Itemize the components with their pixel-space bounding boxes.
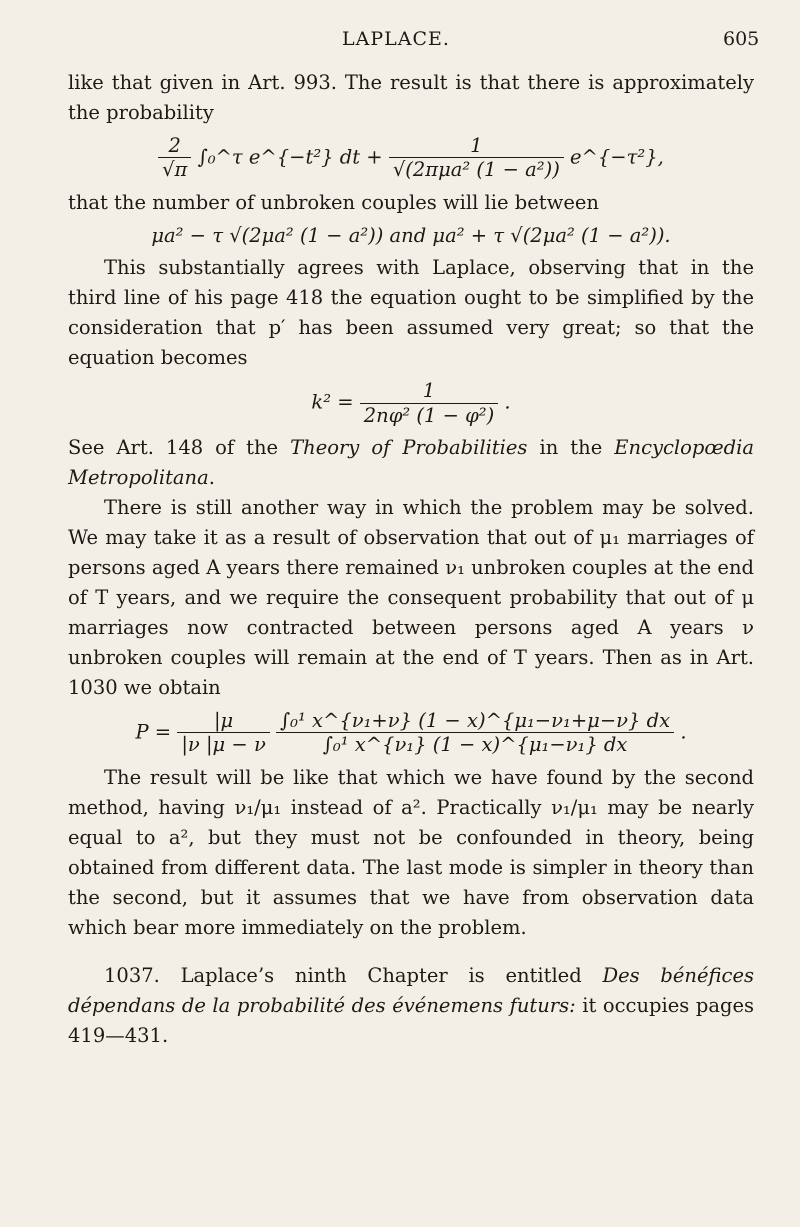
equation-bounds: μa² − τ √(2μa² (1 − a²)) and μa² + τ √(2μa² (1 − a²)). — [151, 223, 671, 247]
page-header — [0, 24, 800, 54]
integral-term: ∫₀^τ e^{−t²} dt + — [197, 145, 383, 169]
paragraph-5: There is still another way in which the problem may be solved. We may take it as a result of observation that out of μ₁ marriages of persons aged A years there remained ν₁ unbroken couples at the end of T years, and we require the consequent probability that out of μ marriages now contracted between persons aged A years ν unbroken couples will remain at the end of T years. Then as in Art. 1030 we obtain — [68, 495, 754, 699]
k-fraction: $\frac{1}{\text{2nφ² (1 − φ²)}}$ — [360, 379, 498, 427]
book-title-encyclopaedia: Encyclopœdia Metropolitana — [68, 435, 755, 489]
book-title-theory: Theory of Probabilities — [290, 435, 528, 459]
equation-probability — [68, 134, 754, 182]
page-number: 605 — [723, 28, 760, 50]
exponential-term: e^{−τ²}, — [570, 145, 664, 169]
paragraph-6: The result will be like that which we have found by the second method, having ν₁/μ₁ instead of a². Practically ν₁/μ₁ may be nearly equal to a², but they must not be confounded in theory, being obtained from different data. The last mode is simpler in theory than the second, but it assumes that we have from observation data which bear more immediately on the problem. — [68, 765, 754, 939]
chapter-title: Des bénéfices dépendans de la probabilité des événemens futurs: — [68, 963, 754, 1017]
paragraph-1: like that given in Art. 993. The result is that there is approximately the probability — [68, 71, 754, 124]
paragraph-7: 1037. Laplace’s ninth Chapter is entitled Des bénéfices dépendans de la probabilité des événemens futurs: it occupies pages 419—431. — [68, 963, 755, 1047]
correction-fraction: $\frac{1}{\text{√(2πμa² (1 − a²))}}$ — [389, 134, 564, 182]
paragraph-3: This substantially agrees with Laplace, observing that in the third line of his page 418 the equation ought to be simplified by the consideration that p′ has been assumed very great; so that the equation becomes — [68, 256, 754, 370]
equation-k-squared: k² = $\frac{1}{\text{2nφ² (1 − φ²)}}$ . — [311, 379, 511, 427]
equation-P: P = $\frac{|\mu}{|\nu |\mu - \nu}$ $\frac{\text{∫₀¹ x\textasciicircum{}\{ν₁+ν\} (1 − x)\textasciicircum{}\{μ₁−ν₁+μ−ν\} dx}}{\text{∫₀¹ x\textasciicircum{}\{ν₁\} (1 − x)\textasciicircum{}\{μ₁−ν₁\} dx}}$ . — [135, 708, 687, 757]
paragraph-2: that the number of unbroken couples will lie between — [68, 190, 599, 214]
paragraph-4: See Art. 148 of the Theory of Probabilities in the Encyclopœdia Metropolitana. — [68, 435, 755, 489]
running-head: LAPLACE. — [342, 28, 450, 50]
article-number: 1037. — [104, 963, 160, 987]
integral-fraction: $\frac{\text{∫₀¹ x\textasciicircum{}\{ν₁+ν\} (1 − x)\textasciicircum{}\{μ₁−ν₁+μ−ν\} dx}}{\text{∫₀¹ x\textasciicircum{}\{ν₁\} (1 − x)\textasciicircum{}\{μ₁−ν₁\} dx}}$ — [276, 709, 674, 757]
page-body — [68, 68, 754, 1051]
coefficient-fraction: $\frac{2}{√\pi}$ — [158, 134, 191, 182]
factorial-fraction: $\frac{|\mu}{|\nu |\mu - \nu}$ — [177, 709, 269, 757]
